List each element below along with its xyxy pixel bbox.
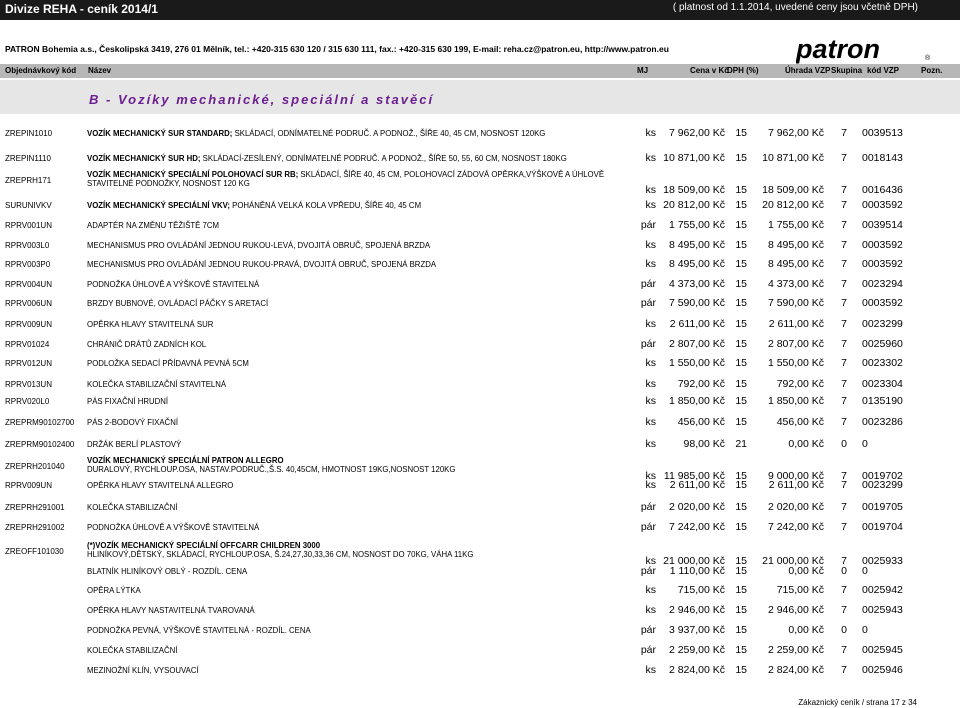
- row-vat: 15: [735, 664, 747, 676]
- row-group: 7: [841, 152, 847, 164]
- row-name: [87, 340, 206, 349]
- row-name-rest: OPĚRKA HLAVY NASTAVITELNÁ TVAROVANÁ: [87, 606, 255, 615]
- row-vzp-amount: 2 807,00 Kč: [767, 338, 824, 350]
- row-name: [87, 541, 473, 559]
- row-price: 98,00 Kč: [683, 438, 725, 450]
- row-vat: 15: [735, 127, 747, 139]
- row-vzp-code: 0003592: [862, 258, 903, 270]
- row-unit: ks: [645, 416, 656, 428]
- row-unit: ks: [645, 152, 656, 164]
- row-price: 2 259,00 Kč: [668, 644, 725, 656]
- row-name-bold: (*)VOZÍK MECHANICKÝ SPECIÁLNÍ OFFCARR CHILDREN 3000: [87, 541, 321, 550]
- row-name-rest: SKLÁDACÍ-ZESÍLENÝ, ODNÍMATELNÉ PODRUČ. A PODNOŽ., ŠÍŘE 50, 55, 60 CM, NOSNOST 180KG: [200, 154, 567, 163]
- row-group: 7: [841, 470, 847, 482]
- row-price: 1 755,00 Kč: [668, 219, 725, 231]
- row-name: [87, 567, 247, 576]
- row-name-rest: CHRÁNIČ DRÁTŮ ZADNÍCH KOL: [87, 340, 207, 349]
- row-price: 20 812,00 Kč: [663, 199, 725, 211]
- row-code: ZREOFF101030: [5, 547, 64, 556]
- row-unit: pár: [640, 624, 656, 636]
- row-name-bold: VOZÍK MECHANICKÝ SPECIÁLNÍ PATRON ALLEGRO: [87, 456, 284, 465]
- row-vat: 15: [735, 521, 747, 533]
- row-vzp-code: 0023304: [862, 378, 903, 390]
- row-code: SURUNIVKV: [5, 201, 52, 210]
- row-vzp-amount: 9 000,00 Kč: [767, 470, 824, 482]
- row-vzp-amount: 18 509,00 Kč: [762, 184, 824, 196]
- row-name: [87, 280, 259, 289]
- row-group: 7: [841, 258, 847, 270]
- row-unit: ks: [645, 199, 656, 211]
- row-vzp-code: 0025942: [862, 584, 903, 596]
- page-footer: Zákaznický ceník / strana 17 z 34: [798, 698, 917, 707]
- row-vat: 15: [735, 184, 747, 196]
- row-name-rest: PODNOŽKA ÚHLOVĚ A VÝŠKOVĚ STAVITELNÁ: [87, 523, 260, 532]
- row-vzp-code: 0025960: [862, 338, 903, 350]
- row-name: [87, 440, 181, 449]
- row-vat: 15: [735, 584, 747, 596]
- row-vzp-code: 0003592: [862, 239, 903, 251]
- row-vat: 15: [735, 199, 747, 211]
- row-name: [87, 129, 545, 138]
- row-code: ZREPRM90102700: [5, 418, 75, 427]
- row-vzp-amount: 7 962,00 Kč: [767, 127, 824, 139]
- row-unit: pár: [640, 501, 656, 513]
- row-name-rest: DRŽÁK BERLÍ PLASTOVÝ: [87, 440, 182, 449]
- row-group: 7: [841, 584, 847, 596]
- row-vzp-code: 0023299: [862, 318, 903, 330]
- row-vzp-code: 0025945: [862, 644, 903, 656]
- svg-text:®: ®: [925, 55, 931, 62]
- row-vzp-amount: 2 824,00 Kč: [767, 664, 824, 676]
- row-name: [87, 241, 430, 250]
- row-price: 1 850,00 Kč: [668, 395, 725, 407]
- col-vzp: Úhrada VZP: [785, 66, 831, 75]
- row-name-rest: KOLEČKA STABILIZAČNÍ: [87, 503, 178, 512]
- row-vat: 15: [735, 555, 747, 567]
- row-vzp-amount: 4 373,00 Kč: [767, 278, 824, 290]
- svg-text:patron: patron: [796, 34, 880, 64]
- row-name-bold: VOZÍK MECHANICKÝ SPECIÁLNÍ POLOHOVACÍ SUR RB;: [87, 170, 299, 179]
- row-name: [87, 397, 168, 406]
- row-name-rest: MECHANISMUS PRO OVLÁDÁNÍ JEDNOU RUKOU-PRAVÁ, DVOJITÁ OBRUČ, SPOJENÁ BRZDA: [87, 260, 437, 269]
- row-unit: pár: [640, 278, 656, 290]
- row-unit: ks: [645, 184, 656, 196]
- row-group: 7: [841, 318, 847, 330]
- row-price: 10 871,00 Kč: [663, 152, 725, 164]
- row-vat: 15: [735, 258, 747, 270]
- row-name-bold: VOZÍK MECHANICKÝ SPECIÁLNÍ VKV;: [87, 201, 230, 210]
- row-price: 715,00 Kč: [677, 584, 725, 596]
- row-name-rest: KOLEČKA STABILIZAČNÍ: [87, 646, 178, 655]
- col-group: Skupina: [831, 66, 863, 75]
- row-vzp-amount: 8 495,00 Kč: [767, 239, 824, 251]
- row-unit: ks: [645, 555, 656, 567]
- row-vzp-amount: 456,00 Kč: [776, 416, 824, 428]
- row-vzp-code: 0025943: [862, 604, 903, 616]
- column-header-row: [0, 64, 960, 78]
- row-group: 7: [841, 239, 847, 251]
- row-vzp-amount: 1 850,00 Kč: [767, 395, 824, 407]
- row-vzp-amount: 2 611,00 Kč: [768, 318, 824, 330]
- row-price: 8 495,00 Kč: [668, 239, 725, 251]
- row-vzp-amount: 20 812,00 Kč: [762, 199, 824, 211]
- row-name-rest: POHÁNĚNÁ VELKÁ KOLA VPŘEDU, ŠÍŘE 40, 45 CM: [229, 201, 422, 210]
- row-name-bold: VOZÍK MECHANICKÝ SUR STANDARD;: [87, 129, 233, 138]
- row-name-rest: OPĚRKA HLAVY STAVITELNÁ SUR: [87, 320, 214, 329]
- row-price: 4 373,00 Kč: [668, 278, 725, 290]
- row-unit: pár: [640, 338, 656, 350]
- row-vzp-amount: 0,00 Kč: [788, 438, 824, 450]
- row-vat: 15: [735, 501, 747, 513]
- row-price: 2 611,00 Kč: [669, 318, 725, 330]
- row-vzp-amount: 7 590,00 Kč: [767, 297, 824, 309]
- row-group: 7: [841, 297, 847, 309]
- row-unit: ks: [645, 479, 656, 491]
- row-group: 7: [841, 521, 847, 533]
- row-group: 7: [841, 357, 847, 369]
- row-vzp-code: 0023286: [862, 416, 903, 428]
- row-group: 7: [841, 338, 847, 350]
- row-unit: ks: [645, 357, 656, 369]
- row-vzp-code: 0: [862, 438, 868, 450]
- col-dph: DPH (%): [727, 66, 759, 75]
- row-name: [87, 359, 249, 368]
- row-unit: ks: [645, 470, 656, 482]
- row-name: [87, 523, 259, 532]
- row-unit: pár: [640, 297, 656, 309]
- row-group: 7: [841, 664, 847, 676]
- row-unit: ks: [645, 127, 656, 139]
- row-name-rest: PODNOŽKA ÚHLOVĚ A VÝŠKOVĚ STAVITELNÁ: [87, 280, 260, 289]
- row-unit: ks: [645, 395, 656, 407]
- row-vzp-code: 0025946: [862, 664, 903, 676]
- row-vat: 15: [735, 565, 747, 577]
- row-price: 7 242,00 Kč: [668, 521, 725, 533]
- row-vat: 15: [735, 479, 747, 491]
- row-name-rest: PÁS 2-BODOVÝ FIXAČNÍ: [87, 418, 178, 427]
- row-vat: 15: [735, 624, 747, 636]
- row-code: RPRV006UN: [5, 299, 52, 308]
- col-name: Název: [88, 66, 112, 75]
- row-vzp-code: 0023302: [862, 357, 903, 369]
- row-price: 7 962,00 Kč: [668, 127, 725, 139]
- row-vat: 15: [735, 604, 747, 616]
- row-vzp-code: 0039514: [862, 219, 903, 231]
- row-vzp-amount: 0,00 Kč: [788, 565, 824, 577]
- row-code: RPRV020L0: [5, 397, 50, 406]
- row-name-rest: PODNOŽKA PEVNÁ, VÝŠKOVĚ STAVITELNÁ - ROZDÍL. CENA: [87, 626, 311, 635]
- col-vzp-code: kód VZP: [867, 66, 900, 75]
- row-group: 7: [841, 416, 847, 428]
- row-group: 7: [841, 199, 847, 211]
- col-note: Pozn.: [921, 66, 943, 75]
- row-vzp-code: 0018143: [862, 152, 903, 164]
- row-vat: 15: [735, 416, 747, 428]
- row-group: 7: [841, 604, 847, 616]
- row-name: [87, 320, 213, 329]
- row-vzp-code: 0019702: [862, 470, 903, 482]
- row-group: 7: [841, 644, 847, 656]
- row-code: RPRV003L0: [5, 241, 50, 250]
- row-vat: 15: [735, 278, 747, 290]
- row-name: [87, 503, 177, 512]
- row-vat: 15: [735, 239, 747, 251]
- row-code: RPRV001UN: [5, 221, 52, 230]
- row-name: [87, 201, 421, 210]
- row-vat: 15: [735, 357, 747, 369]
- row-vat: 15: [735, 395, 747, 407]
- row-vat: 15: [735, 470, 747, 482]
- row-name-line2: DURALOVÝ, RYCHLOUP.OSA, NASTAV.PODRUČ.,Š.S. 40,45CM, HMOTNOST 19KG,NOSNOST 120KG: [87, 465, 456, 474]
- row-unit: ks: [645, 378, 656, 390]
- row-vat: 15: [735, 219, 747, 231]
- row-vzp-amount: 2 259,00 Kč: [767, 644, 824, 656]
- row-vzp-amount: 2 020,00 Kč: [767, 501, 824, 513]
- row-group: 0: [841, 565, 847, 577]
- row-group: 7: [841, 479, 847, 491]
- row-vat: 15: [735, 378, 747, 390]
- row-name: [87, 154, 567, 163]
- row-vat: 15: [735, 318, 747, 330]
- row-vzp-code: 0135190: [862, 395, 903, 407]
- row-code: RPRV009UN: [5, 320, 52, 329]
- row-vzp-amount: 715,00 Kč: [776, 584, 824, 596]
- row-name-rest: BRZDY BUBNOVÉ, OVLÁDACÍ PÁČKY S ARETACÍ: [87, 299, 269, 308]
- row-vzp-code: 0016436: [862, 184, 903, 196]
- row-vat: 15: [735, 338, 747, 350]
- row-vzp-code: 0003592: [862, 199, 903, 211]
- row-unit: ks: [645, 604, 656, 616]
- row-unit: pár: [640, 565, 656, 577]
- row-price: 8 495,00 Kč: [668, 258, 725, 270]
- row-name: [87, 606, 255, 615]
- row-group: 0: [841, 624, 847, 636]
- row-price: 792,00 Kč: [677, 378, 725, 390]
- col-price: Cena v Kč: [690, 66, 729, 75]
- col-mj: MJ: [637, 66, 649, 75]
- row-vzp-amount: 2 946,00 Kč: [767, 604, 824, 616]
- row-name: [87, 646, 177, 655]
- row-code: RPRV012UN: [5, 359, 52, 368]
- row-unit: ks: [645, 438, 656, 450]
- row-group: 7: [841, 278, 847, 290]
- row-vzp-code: 0023299: [862, 479, 903, 491]
- row-price: 2 946,00 Kč: [668, 604, 725, 616]
- row-name-rest: ADAPTÉR NA ZMĚNU TĚŽIŠTĚ 7CM: [87, 221, 219, 230]
- row-price: 2 020,00 Kč: [668, 501, 725, 513]
- row-unit: ks: [645, 584, 656, 596]
- row-name-rest: MEZINOŽNÍ KLÍN, VYSOUVACÍ: [87, 666, 199, 675]
- row-price: 7 590,00 Kč: [668, 297, 725, 309]
- row-price: 2 611,00 Kč: [669, 479, 725, 491]
- row-vzp-amount: 2 611,00 Kč: [768, 479, 824, 491]
- row-code: ZREPIN1010: [5, 129, 53, 138]
- row-name: [87, 221, 219, 230]
- row-vzp-amount: 21 000,00 Kč: [762, 555, 824, 567]
- validity-note: ( platnost od 1.1.2014, uvedené ceny jsou včetně DPH): [672, 2, 918, 13]
- row-group: 0: [841, 438, 847, 450]
- row-vat: 21: [735, 438, 747, 450]
- section-title: B - Vozíky mechanické, speciální a stavěcí: [89, 92, 435, 107]
- row-code: ZREPRH291002: [5, 523, 65, 532]
- row-vat: 15: [735, 297, 747, 309]
- col-code: Objednávkový kód: [5, 66, 77, 75]
- row-unit: pár: [640, 521, 656, 533]
- row-vzp-amount: 10 871,00 Kč: [762, 152, 824, 164]
- row-name-rest: BLATNÍK HLINÍKOVÝ OBLÝ - ROZDÍL. CENA: [87, 567, 248, 576]
- row-group: 7: [841, 501, 847, 513]
- row-code: RPRV01024: [5, 340, 50, 349]
- row-name: [87, 418, 178, 427]
- row-group: 7: [841, 127, 847, 139]
- row-price: 3 937,00 Kč: [668, 624, 725, 636]
- row-group: 7: [841, 395, 847, 407]
- row-price: 18 509,00 Kč: [663, 184, 725, 196]
- row-vzp-amount: 792,00 Kč: [776, 378, 824, 390]
- row-name-line2: HLINÍKOVÝ,DĚTSKÝ, SKLÁDACÍ, RYCHLOUP.OSA, Š.24,27,30,33,36 CM, NOSNOST DO 70KG, VÁHA 11KG: [87, 550, 474, 559]
- row-name: [87, 626, 311, 635]
- row-unit: ks: [645, 664, 656, 676]
- row-price: 456,00 Kč: [677, 416, 725, 428]
- row-name: [87, 456, 455, 474]
- row-vat: 15: [735, 152, 747, 164]
- row-name: [87, 481, 233, 490]
- row-unit: pár: [640, 644, 656, 656]
- row-group: 7: [841, 555, 847, 567]
- row-name: [87, 299, 268, 308]
- row-name-rest: OPĚRKA HLAVY STAVITELNÁ ALLEGRO: [87, 481, 234, 490]
- row-vzp-code: 0003592: [862, 297, 903, 309]
- document-header-bar: [0, 0, 960, 20]
- row-price: 1 550,00 Kč: [668, 357, 725, 369]
- row-unit: ks: [645, 258, 656, 270]
- row-name: [87, 170, 604, 188]
- row-price: 1 110,00 Kč: [669, 565, 725, 577]
- row-vat: 15: [735, 644, 747, 656]
- row-name-rest: KOLEČKA STABILIZAČNÍ STAVITELNÁ: [87, 380, 227, 389]
- row-code: ZREPRM90102400: [5, 440, 75, 449]
- row-code: ZREPIN1110: [5, 154, 51, 163]
- row-unit: ks: [645, 239, 656, 251]
- row-code: ZREPRH201040: [5, 462, 65, 471]
- row-code: ZREPRH171: [5, 176, 52, 185]
- row-price: 11 985,00 Kč: [663, 470, 725, 482]
- row-code: RPRV003P0: [5, 260, 51, 269]
- row-name-line2: STAVITELNÉ PODNOŽKY, NOSNOST 120 KG: [87, 179, 250, 188]
- row-vzp-amount: 7 242,00 Kč: [767, 521, 824, 533]
- row-name-bold: VOZÍK MECHANICKÝ SUR HD;: [87, 154, 201, 163]
- row-vzp-amount: 1 755,00 Kč: [767, 219, 824, 231]
- row-name: [87, 260, 436, 269]
- row-name: [87, 586, 141, 595]
- row-price: 2 824,00 Kč: [668, 664, 725, 676]
- row-vzp-code: 0039513: [862, 127, 903, 139]
- row-vzp-code: 0025933: [862, 555, 903, 567]
- patron-logo: [796, 34, 932, 66]
- row-name-rest: OPĚRA LÝTKA: [87, 586, 141, 595]
- row-vzp-amount: 8 495,00 Kč: [767, 258, 824, 270]
- row-code: RPRV009UN: [5, 481, 52, 490]
- row-name-rest: SKLÁDACÍ, ŠÍŘE 40, 45 CM, POLOHOVACÍ ZÁDOVÁ OPĚRKA,VÝŠKOVĚ A ÚHLOVĚ: [298, 170, 605, 179]
- row-unit: ks: [645, 318, 656, 330]
- row-group: 7: [841, 184, 847, 196]
- row-name-rest: PÁS FIXAČNÍ HRUDNÍ: [87, 397, 169, 406]
- row-group: 7: [841, 378, 847, 390]
- company-info: PATRON Bohemia a.s., Českolipská 3419, 276 01 Mělník, tel.: +420-315 630 120 / 315 630 111, fax.: +420-315 630 199, E-mail: reha.cz@patron.eu, http://www.patron.eu: [5, 44, 669, 54]
- row-name-rest: MECHANISMUS PRO OVLÁDÁNÍ JEDNOU RUKOU-LEVÁ, DVOJITÁ OBRUČ, SPOJENÁ BRZDA: [87, 241, 431, 250]
- row-name: [87, 666, 199, 675]
- row-group: 7: [841, 219, 847, 231]
- row-vzp-amount: 0,00 Kč: [788, 624, 824, 636]
- row-vzp-code: 0: [862, 565, 868, 577]
- row-vzp-amount: 1 550,00 Kč: [767, 357, 824, 369]
- row-vzp-code: 0019705: [862, 501, 903, 513]
- row-name-rest: SKLÁDACÍ, ODNÍMATELNÉ PODRUČ. A PODNOŽ., ŠÍŘE 40, 45 CM, NOSNOST 120KG: [232, 129, 546, 138]
- row-code: ZREPRH291001: [5, 503, 65, 512]
- document-title: Divize REHA - ceník 2014/1: [5, 2, 158, 16]
- row-name-rest: PODLOŽKA SEDACÍ PŘÍDAVNÁ PEVNÁ 5CM: [87, 359, 249, 368]
- row-vzp-code: 0023294: [862, 278, 903, 290]
- section-header: [0, 80, 960, 114]
- row-vzp-code: 0019704: [862, 521, 903, 533]
- row-price: 2 807,00 Kč: [668, 338, 725, 350]
- row-code: RPRV004UN: [5, 280, 52, 289]
- row-vzp-code: 0: [862, 624, 868, 636]
- row-code: RPRV013UN: [5, 380, 52, 389]
- row-name: [87, 380, 226, 389]
- row-price: 21 000,00 Kč: [663, 555, 725, 567]
- row-unit: pár: [640, 219, 656, 231]
